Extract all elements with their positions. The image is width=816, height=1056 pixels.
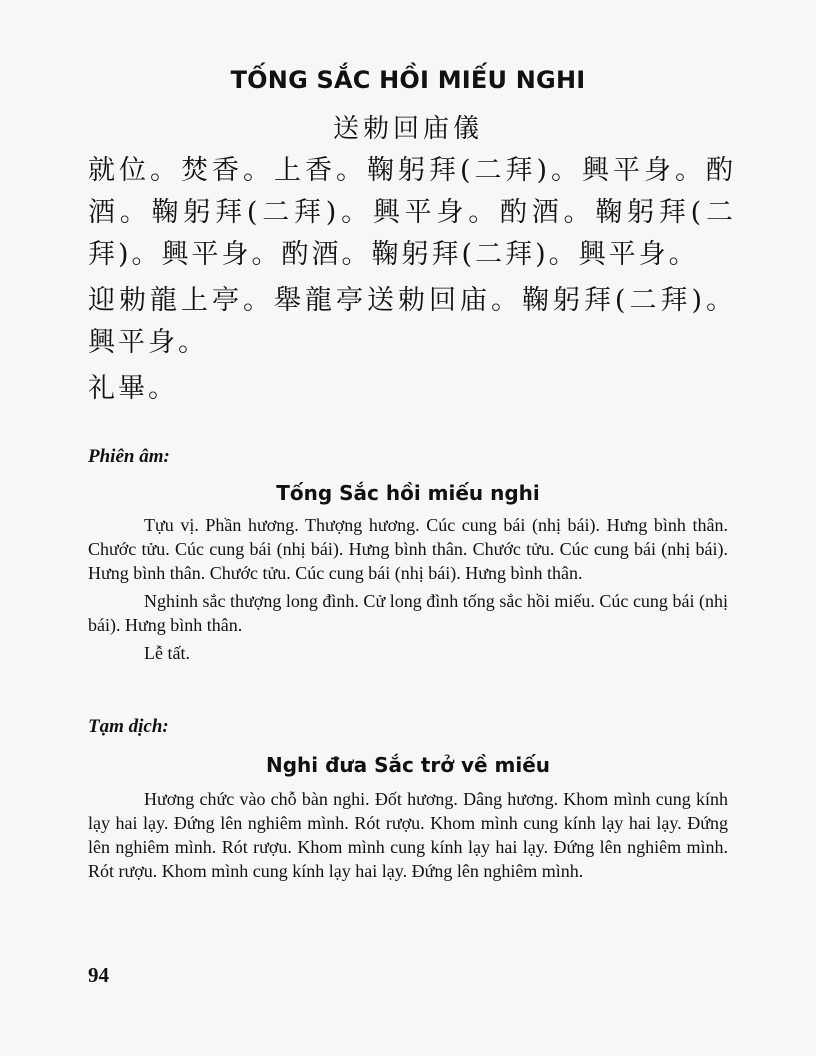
chinese-paragraph: 就位。焚香。上香。鞠躬拜(二拜)。興平身。酌酒。鞠躬拜(二拜)。興平身。酌酒。鞠躬拜(二拜)。興平身。酌酒。鞠躬拜(二拜)。興平身。	[88, 155, 736, 270]
chinese-text-block	[88, 150, 736, 414]
phien-am-title: Tống Sắc hồi miếu nghi	[276, 481, 540, 505]
page-number: 94	[88, 963, 109, 987]
chinese-paragraph: 迎勅龍上亭。舉龍亭送勅回庙。鞠躬拜(二拜)。興平身。	[88, 285, 736, 358]
tam-dich-label: Tạm dịch:	[88, 716, 169, 737]
body-paragraph: Nghinh sắc thượng long đình. Cử long đình tống sắc hồi miếu. Cúc cung bái (nhị bái). Hưng bình thân.	[88, 591, 728, 635]
tam-dich-text	[88, 787, 728, 887]
chinese-paragraph: 礼畢。	[88, 373, 178, 404]
phien-am-text	[88, 513, 728, 669]
page-title: TỐNG SẮC HỒI MIẾU NGHI	[230, 66, 586, 94]
phien-am-label: Phiên âm:	[88, 446, 170, 467]
tam-dich-title: Nghi đưa Sắc trở về miếu	[265, 753, 551, 777]
body-paragraph: Lễ tất.	[144, 643, 190, 663]
body-paragraph: Hương chức vào chỗ bàn nghi. Đốt hương. Dâng hương. Khom mình cung kính lạy hai lạy. Đứng lên nghiêm mình. Rót rượu. Khom mình cung kính lạy hai lạy. Đứng lên nghiêm mình. Rót rượu. Khom mình cung kính lạy hai lạy. Đứng lên nghiêm mình. Rót rượu. Khom mình cung kính lạy hai lạy. Đứng lên nghiêm mình.	[88, 789, 728, 881]
chinese-title: 送勅回庙儀	[332, 114, 483, 144]
body-paragraph: Tựu vị. Phần hương. Thượng hương. Cúc cung bái (nhị bái). Hưng bình thân. Chước tửu. Cúc cung bái (nhị bái). Hưng bình thân. Chước tửu. Cúc cung bái (nhị bái). Hưng bình thân. Chước tửu. Cúc cung bái (nhị bái). Hưng bình thân.	[88, 515, 728, 583]
